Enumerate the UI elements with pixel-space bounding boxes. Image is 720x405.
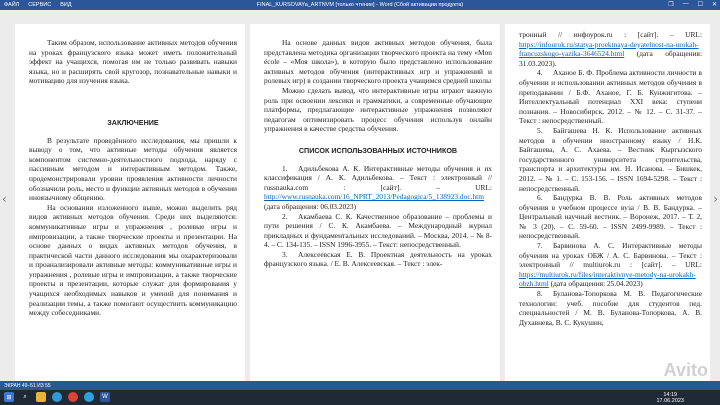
- reference-item: 4. Аханое Б. Ф. Проблема активности личности в обучении и использовании активных методов обучения в преподавании / Б.Ф. Аханое, Г. Б. Кунжигитова. – Интеллектуальный потенциал XXI века: ступени познания. – Новосибирск, 2012. – № 12. – С. 31-37. – Текст : непосредственный.: [519, 68, 702, 126]
- word-icon[interactable]: W: [100, 392, 110, 402]
- previous-screen-arrow-icon[interactable]: ‹: [2, 192, 7, 206]
- reference-link[interactable]: https://multiurok.ru/files/interaktivnye-metody-na-urokakh-obzh.html: [519, 269, 696, 289]
- reference-item: 8. Буланова-Топоркова М. В. Педагогические технологии: учеб. пособие для студентов пед. специальностей / М. В. Буланова-Топоркова, А. В. Духавнева, В. С. Кукушин,: [519, 289, 702, 327]
- windows-taskbar: [0, 390, 720, 405]
- paragraph: На основе данных видов активных методов обучения, была представлена методика организации творческого проекта на тему «Mon école – «Моя школа»), в которую было представлено использование активных методов обучения (интерактивных игр и упражнений и ролевых игр) в создании творческого проекта учащимся средней школы: [264, 38, 492, 86]
- document-title: FINAL_KURSOVAYa_ARTNVM [только чтение] - Word (Сбой активации продукта): [256, 1, 464, 8]
- paragraph: Таким образом, использование активных методов обучения на уроках французского языка может иметь положительный эффект на учащихся, помогая им не только развивать навыки языка, но и расширять свой кругозор, познавательные навыки и мотивацию для изучения языка.: [29, 38, 237, 86]
- telegram-icon[interactable]: [84, 392, 94, 402]
- reference-item: 5. Байгашева Н. К. Использование активных методов в обучении иностранному языку / Н.К. Байгашева, А. С. Ахаева. – Вестник Кыргызского государственного университета строительства, транспорта и архитектуры им. Н. Исанова. – Бишкек, 2012. – № 1. – С. 153-156. – ISSN 1694-5298. – Текст : непосредственный.: [519, 125, 702, 193]
- menu-service[interactable]: СЕРВИС: [28, 1, 52, 8]
- browser-icon[interactable]: [52, 392, 62, 402]
- close-icon[interactable]: ✕: [711, 2, 717, 8]
- chrome-icon[interactable]: [68, 392, 78, 402]
- clock-date: 17.06.2023: [656, 398, 684, 404]
- page-column-2: [250, 24, 500, 381]
- menu-view[interactable]: ВИД: [60, 1, 72, 8]
- clock-time: 14:19: [663, 391, 678, 398]
- reading-view[interactable]: [0, 10, 720, 381]
- maximize-icon[interactable]: ☐: [697, 2, 703, 8]
- reference-item: 3. Алексеевская Е. В. Проектная деятельность на уроках французского языка. / Е. В. Алексеевская. – Текст : элек-: [264, 249, 492, 269]
- start-icon[interactable]: ⊞: [4, 392, 14, 402]
- paragraph: В результате проведённого исследования, мы пришли к выводу о том, что активные методы обучения является компонентом системно-деятельностного подхода, наряду с пассивным методом и интерактивным методом. Также, продемонстрировали уровни проявления активности личности обозначили роль, место и функции активных методов в обучении иноязычному общению.: [29, 135, 237, 203]
- system-clock[interactable]: [656, 392, 684, 405]
- file-explorer-icon[interactable]: [36, 392, 46, 402]
- reference-link[interactable]: https://infourok.ru/statya-proektnaya-deyatelnost-na-urokah-francuzskogo-yazika-3646524.html: [519, 39, 699, 59]
- menu-file[interactable]: ФАЙЛ: [4, 1, 20, 8]
- reference-item: 2. Акамбаева С. К. Качественное образование – проблемы и пути решения / С. К. Акамбаева. – Международный журнал прикладных и фундаментальных исследований. – Москва, 2014. – № 8-4. – С. 134-135. – ISSN 1996-3955. – Текст: непосредственный.: [264, 211, 492, 250]
- conclusion-heading: ЗАКЛЮЧЕНИЕ: [107, 117, 159, 127]
- page-column-3: [505, 24, 710, 381]
- paragraph: На основании изложенного выше, можно выделить ряд видов активных методов обучения. Среди них выделяются: коммуникативные игры и упражнения , ролевые игры и импровизации, а также творческие проекты и презентации. На основе данных о видах активных методов обучения, в практической части данного исследования мы охарактеризовали и проанализировали активные методы: коммуникативные игры и упражнения , ролевые игры и импровизации, а также творческие проекты и презентации, которые служат для формирования у учащихся необходимых навыков и умений для понимания и реализации темы, а также помогают осуществить коммуникацию между собеседниками.: [29, 202, 237, 318]
- avito-watermark: Avito: [663, 360, 708, 380]
- reference-continuation: тронный // инфоурок.ru : [сайт]. – URL: https://infourok.ru/statya-proektnaya-deyatelnost-na-urokah-francuzskogo-yazika-3646524.html (дата обращения: 31.03.2023).: [519, 30, 702, 68]
- search-icon[interactable]: ⌕: [23, 393, 27, 400]
- reference-link[interactable]: http://www.rusnauka.com/16_NPRT_2013/Pedagogica/5_138923.doc.htm: [264, 192, 484, 202]
- window-controls: [668, 1, 717, 8]
- minimize-icon[interactable]: —: [682, 1, 689, 7]
- reference-item: 1. Адильбекова А. К. Интерактивные методы обучения и их классификация / А. К. Адильбекова. – Текст : электронный // russnauka.com : [сайт]. – URL: http://www.rusnauka.com/16_NPRT_2013/Pedagogica/5_138923.doc.htm (дата обращения: 06.03.2023): [264, 163, 492, 211]
- status-bar: [0, 381, 720, 390]
- page-column-1: [15, 24, 245, 381]
- references-heading: СПИСОК ИСПОЛЬЗОВАННЫХ ИСТОЧНИКОВ: [298, 145, 458, 155]
- next-screen-arrow-icon[interactable]: ›: [713, 192, 718, 206]
- paragraph: Можно сделать вывод, что интерактивные игры играют важную роль при освоении лексики и грамматики, а современные обучающие платформы, предлагающие интерактивные упражнения позволяют педагогам оптимизировать процесс обучения используя онлайн упражнения в качестве средства обучения.: [264, 85, 492, 134]
- restore-icon[interactable]: ❐: [668, 2, 674, 8]
- title-bar: [0, 0, 720, 10]
- reference-item: 7. Барвинова А. С. Интерактивные методы обучения на уроках ОБЖ / А. С. Барвинова. – Текст : электронный // multiurok.ru : [сайт]. – URL: https://multiurok.ru/files/interaktivnye-metody-na-urokakh-obzh.html (дата обращения: 25.04.2023): [519, 241, 702, 289]
- screen-counter: ЭКРАН 49–51 ИЗ 55: [4, 382, 51, 389]
- reference-item: 6. Бандурка В. В. Роль активных методов обучения в учебном процессе вуза / В. В. Бандурка. – Центральный научный вестник. – Воронеж, 2017. – Т. 2, № 3 (20). – С. 59-60. – ISSN 2499-9989. – Текст : непосредственный.: [519, 193, 702, 241]
